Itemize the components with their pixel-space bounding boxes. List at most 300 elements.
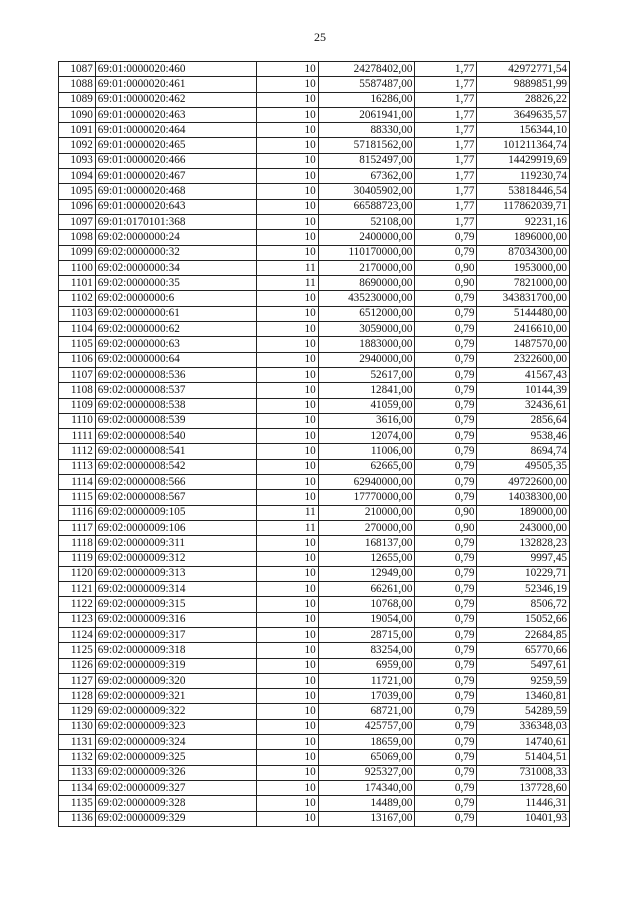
cadastral-value-cell: 2170000,00	[318, 260, 415, 275]
cadastral-value-table	[58, 61, 570, 827]
coefficient-cell: 0,79	[415, 291, 477, 306]
cadastral-value-cell: 14489,00	[318, 796, 415, 811]
coefficient-cell: 0,79	[415, 490, 477, 505]
cadastral-number-cell: 69:02:0000008:542	[95, 459, 256, 474]
row-number-cell: 1100	[59, 260, 96, 275]
category-code-cell: 10	[256, 780, 318, 795]
coefficient-cell: 0,79	[415, 612, 477, 627]
category-code-cell: 10	[256, 643, 318, 658]
cadastral-number-cell: 69:02:0000008:536	[95, 367, 256, 382]
cadastral-value-cell: 28715,00	[318, 627, 415, 642]
table-row	[59, 184, 570, 199]
cadastral-number-cell: 69:02:0000009:328	[95, 796, 256, 811]
row-number-cell: 1118	[59, 536, 96, 551]
result-value-cell: 731008,33	[477, 765, 570, 780]
category-code-cell: 10	[256, 169, 318, 184]
cadastral-value-cell: 210000,00	[318, 505, 415, 520]
cadastral-number-cell: 69:01:0000020:466	[95, 153, 256, 168]
cadastral-value-cell: 2061941,00	[318, 107, 415, 122]
coefficient-cell: 0,79	[415, 536, 477, 551]
row-number-cell: 1096	[59, 199, 96, 214]
result-value-cell: 52346,19	[477, 582, 570, 597]
cadastral-value-cell: 67362,00	[318, 169, 415, 184]
result-value-cell: 8506,72	[477, 597, 570, 612]
cadastral-number-cell: 69:01:0000020:462	[95, 92, 256, 107]
cadastral-value-cell: 52617,00	[318, 367, 415, 382]
table-row	[59, 138, 570, 153]
table-row	[59, 92, 570, 107]
category-code-cell: 10	[256, 490, 318, 505]
category-code-cell: 10	[256, 153, 318, 168]
category-code-cell: 10	[256, 750, 318, 765]
table-row	[59, 582, 570, 597]
result-value-cell: 14038300,00	[477, 490, 570, 505]
table-row	[59, 245, 570, 260]
table-body	[59, 62, 570, 827]
result-value-cell: 54289,59	[477, 704, 570, 719]
table-row	[59, 62, 570, 77]
category-code-cell: 10	[256, 658, 318, 673]
category-code-cell: 10	[256, 367, 318, 382]
category-code-cell: 10	[256, 429, 318, 444]
category-code-cell: 10	[256, 123, 318, 138]
coefficient-cell: 0,90	[415, 505, 477, 520]
category-code-cell: 10	[256, 92, 318, 107]
row-number-cell: 1125	[59, 643, 96, 658]
result-value-cell: 119230,74	[477, 169, 570, 184]
coefficient-cell: 0,79	[415, 582, 477, 597]
row-number-cell: 1113	[59, 459, 96, 474]
cadastral-number-cell: 69:02:0000009:312	[95, 551, 256, 566]
cadastral-number-cell: 69:02:0000000:63	[95, 337, 256, 352]
cadastral-number-cell: 69:01:0000020:460	[95, 62, 256, 77]
cadastral-number-cell: 69:02:0000000:34	[95, 260, 256, 275]
coefficient-cell: 0,79	[415, 566, 477, 581]
result-value-cell: 10401,93	[477, 811, 570, 826]
result-value-cell: 14740,61	[477, 735, 570, 750]
coefficient-cell: 0,79	[415, 673, 477, 688]
row-number-cell: 1093	[59, 153, 96, 168]
result-value-cell: 49505,35	[477, 459, 570, 474]
result-value-cell: 1896000,00	[477, 230, 570, 245]
row-number-cell: 1107	[59, 367, 96, 382]
coefficient-cell: 0,79	[415, 429, 477, 444]
cadastral-number-cell: 69:02:0000009:325	[95, 750, 256, 765]
category-code-cell: 10	[256, 138, 318, 153]
cadastral-value-cell: 2400000,00	[318, 230, 415, 245]
result-value-cell: 9889851,99	[477, 77, 570, 92]
cadastral-number-cell: 69:01:0000020:643	[95, 199, 256, 214]
result-value-cell: 156344,10	[477, 123, 570, 138]
cadastral-number-cell: 69:02:0000009:314	[95, 582, 256, 597]
row-number-cell: 1101	[59, 276, 96, 291]
cadastral-value-cell: 174340,00	[318, 780, 415, 795]
table-row	[59, 704, 570, 719]
cadastral-number-cell: 69:02:0000009:323	[95, 719, 256, 734]
result-value-cell: 22684,85	[477, 627, 570, 642]
result-value-cell: 3649635,57	[477, 107, 570, 122]
category-code-cell: 10	[256, 322, 318, 337]
table-row	[59, 520, 570, 535]
row-number-cell: 1129	[59, 704, 96, 719]
cadastral-value-cell: 3059000,00	[318, 322, 415, 337]
cadastral-value-cell: 62940000,00	[318, 475, 415, 490]
coefficient-cell: 0,79	[415, 658, 477, 673]
cadastral-number-cell: 69:02:0000000:64	[95, 352, 256, 367]
result-value-cell: 2416610,00	[477, 322, 570, 337]
coefficient-cell: 0,79	[415, 643, 477, 658]
category-code-cell: 10	[256, 597, 318, 612]
row-number-cell: 1094	[59, 169, 96, 184]
category-code-cell: 10	[256, 398, 318, 413]
table-row	[59, 337, 570, 352]
cadastral-value-cell: 435230000,00	[318, 291, 415, 306]
coefficient-cell: 0,79	[415, 475, 477, 490]
row-number-cell: 1104	[59, 322, 96, 337]
category-code-cell: 10	[256, 551, 318, 566]
cadastral-value-cell: 12949,00	[318, 566, 415, 581]
table-row	[59, 796, 570, 811]
cadastral-number-cell: 69:02:0000008:539	[95, 413, 256, 428]
coefficient-cell: 0,79	[415, 245, 477, 260]
category-code-cell: 11	[256, 260, 318, 275]
table-row	[59, 367, 570, 382]
row-number-cell: 1115	[59, 490, 96, 505]
result-value-cell: 343831700,00	[477, 291, 570, 306]
coefficient-cell: 0,79	[415, 367, 477, 382]
cadastral-number-cell: 69:02:0000009:319	[95, 658, 256, 673]
row-number-cell: 1128	[59, 689, 96, 704]
category-code-cell: 10	[256, 582, 318, 597]
coefficient-cell: 0,79	[415, 444, 477, 459]
cadastral-number-cell: 69:02:0000008:540	[95, 429, 256, 444]
cadastral-value-cell: 110170000,00	[318, 245, 415, 260]
cadastral-value-cell: 17039,00	[318, 689, 415, 704]
table-row	[59, 490, 570, 505]
category-code-cell: 10	[256, 306, 318, 321]
cadastral-number-cell: 69:01:0000020:468	[95, 184, 256, 199]
result-value-cell: 137728,60	[477, 780, 570, 795]
table-row	[59, 77, 570, 92]
row-number-cell: 1110	[59, 413, 96, 428]
cadastral-number-cell: 69:02:0000009:322	[95, 704, 256, 719]
cadastral-value-cell: 19054,00	[318, 612, 415, 627]
cadastral-number-cell: 69:01:0000020:467	[95, 169, 256, 184]
cadastral-number-cell: 69:02:0000009:321	[95, 689, 256, 704]
row-number-cell: 1119	[59, 551, 96, 566]
cadastral-number-cell: 69:02:0000009:313	[95, 566, 256, 581]
cadastral-number-cell: 69:02:0000009:311	[95, 536, 256, 551]
cadastral-number-cell: 69:02:0000000:62	[95, 322, 256, 337]
row-number-cell: 1131	[59, 735, 96, 750]
category-code-cell: 10	[256, 627, 318, 642]
cadastral-value-cell: 8690000,00	[318, 276, 415, 291]
category-code-cell: 10	[256, 796, 318, 811]
category-code-cell: 10	[256, 719, 318, 734]
result-value-cell: 49722600,00	[477, 475, 570, 490]
cadastral-number-cell: 69:02:0000000:32	[95, 245, 256, 260]
category-code-cell: 10	[256, 459, 318, 474]
table-row	[59, 765, 570, 780]
result-value-cell: 5497,61	[477, 658, 570, 673]
cadastral-number-cell: 69:01:0000020:461	[95, 77, 256, 92]
cadastral-value-cell: 66588723,00	[318, 199, 415, 214]
row-number-cell: 1098	[59, 230, 96, 245]
coefficient-cell: 0,79	[415, 704, 477, 719]
table-row	[59, 199, 570, 214]
cadastral-value-cell: 12655,00	[318, 551, 415, 566]
table-row	[59, 750, 570, 765]
row-number-cell: 1087	[59, 62, 96, 77]
cadastral-number-cell: 69:02:0000008:538	[95, 398, 256, 413]
coefficient-cell: 0,79	[415, 796, 477, 811]
table-row	[59, 107, 570, 122]
result-value-cell: 9997,45	[477, 551, 570, 566]
coefficient-cell: 0,79	[415, 352, 477, 367]
cadastral-number-cell: 69:01:0000020:465	[95, 138, 256, 153]
row-number-cell: 1108	[59, 383, 96, 398]
row-number-cell: 1130	[59, 719, 96, 734]
table-row	[59, 291, 570, 306]
result-value-cell: 32436,61	[477, 398, 570, 413]
category-code-cell: 10	[256, 811, 318, 826]
table-row	[59, 352, 570, 367]
row-number-cell: 1135	[59, 796, 96, 811]
coefficient-cell: 1,77	[415, 153, 477, 168]
cadastral-number-cell: 69:02:0000009:329	[95, 811, 256, 826]
table-row	[59, 383, 570, 398]
cadastral-number-cell: 69:01:0000020:463	[95, 107, 256, 122]
result-value-cell: 1953000,00	[477, 260, 570, 275]
table-row	[59, 475, 570, 490]
row-number-cell: 1103	[59, 306, 96, 321]
cadastral-value-cell: 16286,00	[318, 92, 415, 107]
row-number-cell: 1114	[59, 475, 96, 490]
coefficient-cell: 0,90	[415, 520, 477, 535]
coefficient-cell: 0,79	[415, 735, 477, 750]
coefficient-cell: 1,77	[415, 169, 477, 184]
cadastral-number-cell: 69:02:0000009:105	[95, 505, 256, 520]
category-code-cell: 10	[256, 214, 318, 229]
cadastral-number-cell: 69:02:0000009:324	[95, 735, 256, 750]
cadastral-number-cell: 69:02:0000009:318	[95, 643, 256, 658]
coefficient-cell: 1,77	[415, 62, 477, 77]
cadastral-value-cell: 65069,00	[318, 750, 415, 765]
coefficient-cell: 0,90	[415, 260, 477, 275]
table-row	[59, 322, 570, 337]
result-value-cell: 15052,66	[477, 612, 570, 627]
result-value-cell: 10229,71	[477, 566, 570, 581]
result-value-cell: 243000,00	[477, 520, 570, 535]
category-code-cell: 10	[256, 337, 318, 352]
row-number-cell: 1116	[59, 505, 96, 520]
coefficient-cell: 1,77	[415, 123, 477, 138]
row-number-cell: 1088	[59, 77, 96, 92]
coefficient-cell: 0,79	[415, 627, 477, 642]
cadastral-number-cell: 69:02:0000008:566	[95, 475, 256, 490]
cadastral-value-cell: 12074,00	[318, 429, 415, 444]
row-number-cell: 1126	[59, 658, 96, 673]
cadastral-value-cell: 168137,00	[318, 536, 415, 551]
result-value-cell: 10144,39	[477, 383, 570, 398]
cadastral-number-cell: 69:02:0000000:24	[95, 230, 256, 245]
category-code-cell: 10	[256, 383, 318, 398]
cadastral-value-cell: 68721,00	[318, 704, 415, 719]
result-value-cell: 189000,00	[477, 505, 570, 520]
row-number-cell: 1089	[59, 92, 96, 107]
result-value-cell: 336348,03	[477, 719, 570, 734]
result-value-cell: 41567,43	[477, 367, 570, 382]
result-value-cell: 13460,81	[477, 689, 570, 704]
coefficient-cell: 0,79	[415, 459, 477, 474]
category-code-cell: 10	[256, 475, 318, 490]
result-value-cell: 14429919,69	[477, 153, 570, 168]
coefficient-cell: 1,77	[415, 199, 477, 214]
category-code-cell: 10	[256, 765, 318, 780]
category-code-cell: 11	[256, 276, 318, 291]
cadastral-number-cell: 69:02:0000000:35	[95, 276, 256, 291]
table-row	[59, 459, 570, 474]
table-row	[59, 153, 570, 168]
table-row	[59, 780, 570, 795]
cadastral-number-cell: 69:02:0000000:6	[95, 291, 256, 306]
result-value-cell: 132828,23	[477, 536, 570, 551]
result-value-cell: 2856,64	[477, 413, 570, 428]
row-number-cell: 1105	[59, 337, 96, 352]
result-value-cell: 117862039,71	[477, 199, 570, 214]
cadastral-value-cell: 5587487,00	[318, 77, 415, 92]
result-value-cell: 51404,51	[477, 750, 570, 765]
result-value-cell: 65770,66	[477, 643, 570, 658]
cadastral-number-cell: 69:02:0000009:326	[95, 765, 256, 780]
row-number-cell: 1091	[59, 123, 96, 138]
category-code-cell: 10	[256, 704, 318, 719]
table-row	[59, 597, 570, 612]
coefficient-cell: 0,79	[415, 597, 477, 612]
cadastral-value-cell: 57181562,00	[318, 138, 415, 153]
result-value-cell: 28826,22	[477, 92, 570, 107]
cadastral-value-cell: 52108,00	[318, 214, 415, 229]
row-number-cell: 1121	[59, 582, 96, 597]
coefficient-cell: 0,79	[415, 398, 477, 413]
cadastral-value-cell: 62665,00	[318, 459, 415, 474]
result-value-cell: 7821000,00	[477, 276, 570, 291]
row-number-cell: 1099	[59, 245, 96, 260]
result-value-cell: 42972771,54	[477, 62, 570, 77]
category-code-cell: 10	[256, 352, 318, 367]
table-row	[59, 719, 570, 734]
result-value-cell: 101211364,74	[477, 138, 570, 153]
result-value-cell: 53818446,54	[477, 184, 570, 199]
cadastral-value-cell: 8152497,00	[318, 153, 415, 168]
cadastral-number-cell: 69:02:0000009:106	[95, 520, 256, 535]
row-number-cell: 1090	[59, 107, 96, 122]
category-code-cell: 10	[256, 291, 318, 306]
table-row	[59, 536, 570, 551]
cadastral-value-cell: 270000,00	[318, 520, 415, 535]
coefficient-cell: 0,79	[415, 322, 477, 337]
row-number-cell: 1102	[59, 291, 96, 306]
table-row	[59, 673, 570, 688]
cadastral-number-cell: 69:02:0000008:541	[95, 444, 256, 459]
table-row	[59, 658, 570, 673]
cadastral-value-cell: 6959,00	[318, 658, 415, 673]
cadastral-number-cell: 69:02:0000009:316	[95, 612, 256, 627]
table-row	[59, 566, 570, 581]
category-code-cell: 10	[256, 612, 318, 627]
cadastral-number-cell: 69:02:0000009:317	[95, 627, 256, 642]
table-row	[59, 811, 570, 826]
cadastral-value-cell: 18659,00	[318, 735, 415, 750]
coefficient-cell: 1,77	[415, 107, 477, 122]
coefficient-cell: 1,77	[415, 138, 477, 153]
table-row	[59, 735, 570, 750]
coefficient-cell: 0,79	[415, 337, 477, 352]
table-row	[59, 398, 570, 413]
coefficient-cell: 0,90	[415, 276, 477, 291]
row-number-cell: 1095	[59, 184, 96, 199]
category-code-cell: 10	[256, 689, 318, 704]
result-value-cell: 9259,59	[477, 673, 570, 688]
category-code-cell: 10	[256, 184, 318, 199]
row-number-cell: 1134	[59, 780, 96, 795]
table-row	[59, 276, 570, 291]
cadastral-number-cell: 69:01:0170101:368	[95, 214, 256, 229]
result-value-cell: 5144480,00	[477, 306, 570, 321]
coefficient-cell: 0,79	[415, 689, 477, 704]
category-code-cell: 10	[256, 62, 318, 77]
table-row	[59, 260, 570, 275]
category-code-cell: 10	[256, 199, 318, 214]
cadastral-value-cell: 13167,00	[318, 811, 415, 826]
row-number-cell: 1127	[59, 673, 96, 688]
table-row	[59, 627, 570, 642]
result-value-cell: 8694,74	[477, 444, 570, 459]
row-number-cell: 1133	[59, 765, 96, 780]
coefficient-cell: 1,77	[415, 77, 477, 92]
coefficient-cell: 0,79	[415, 306, 477, 321]
result-value-cell: 87034300,00	[477, 245, 570, 260]
cadastral-number-cell: 69:02:0000009:327	[95, 780, 256, 795]
category-code-cell: 10	[256, 107, 318, 122]
coefficient-cell: 1,77	[415, 92, 477, 107]
cadastral-value-cell: 3616,00	[318, 413, 415, 428]
row-number-cell: 1117	[59, 520, 96, 535]
cadastral-value-cell: 30405902,00	[318, 184, 415, 199]
row-number-cell: 1120	[59, 566, 96, 581]
result-value-cell: 1487570,00	[477, 337, 570, 352]
cadastral-value-cell: 83254,00	[318, 643, 415, 658]
cadastral-number-cell: 69:02:0000009:315	[95, 597, 256, 612]
coefficient-cell: 0,79	[415, 765, 477, 780]
cadastral-value-cell: 12841,00	[318, 383, 415, 398]
row-number-cell: 1132	[59, 750, 96, 765]
row-number-cell: 1092	[59, 138, 96, 153]
coefficient-cell: 0,79	[415, 780, 477, 795]
category-code-cell: 10	[256, 245, 318, 260]
cadastral-number-cell: 69:02:0000000:61	[95, 306, 256, 321]
table-row	[59, 429, 570, 444]
row-number-cell: 1106	[59, 352, 96, 367]
cadastral-value-cell: 66261,00	[318, 582, 415, 597]
result-value-cell: 92231,16	[477, 214, 570, 229]
row-number-cell: 1109	[59, 398, 96, 413]
row-number-cell: 1097	[59, 214, 96, 229]
cadastral-value-cell: 1883000,00	[318, 337, 415, 352]
table-row	[59, 551, 570, 566]
cadastral-value-cell: 425757,00	[318, 719, 415, 734]
category-code-cell: 10	[256, 735, 318, 750]
